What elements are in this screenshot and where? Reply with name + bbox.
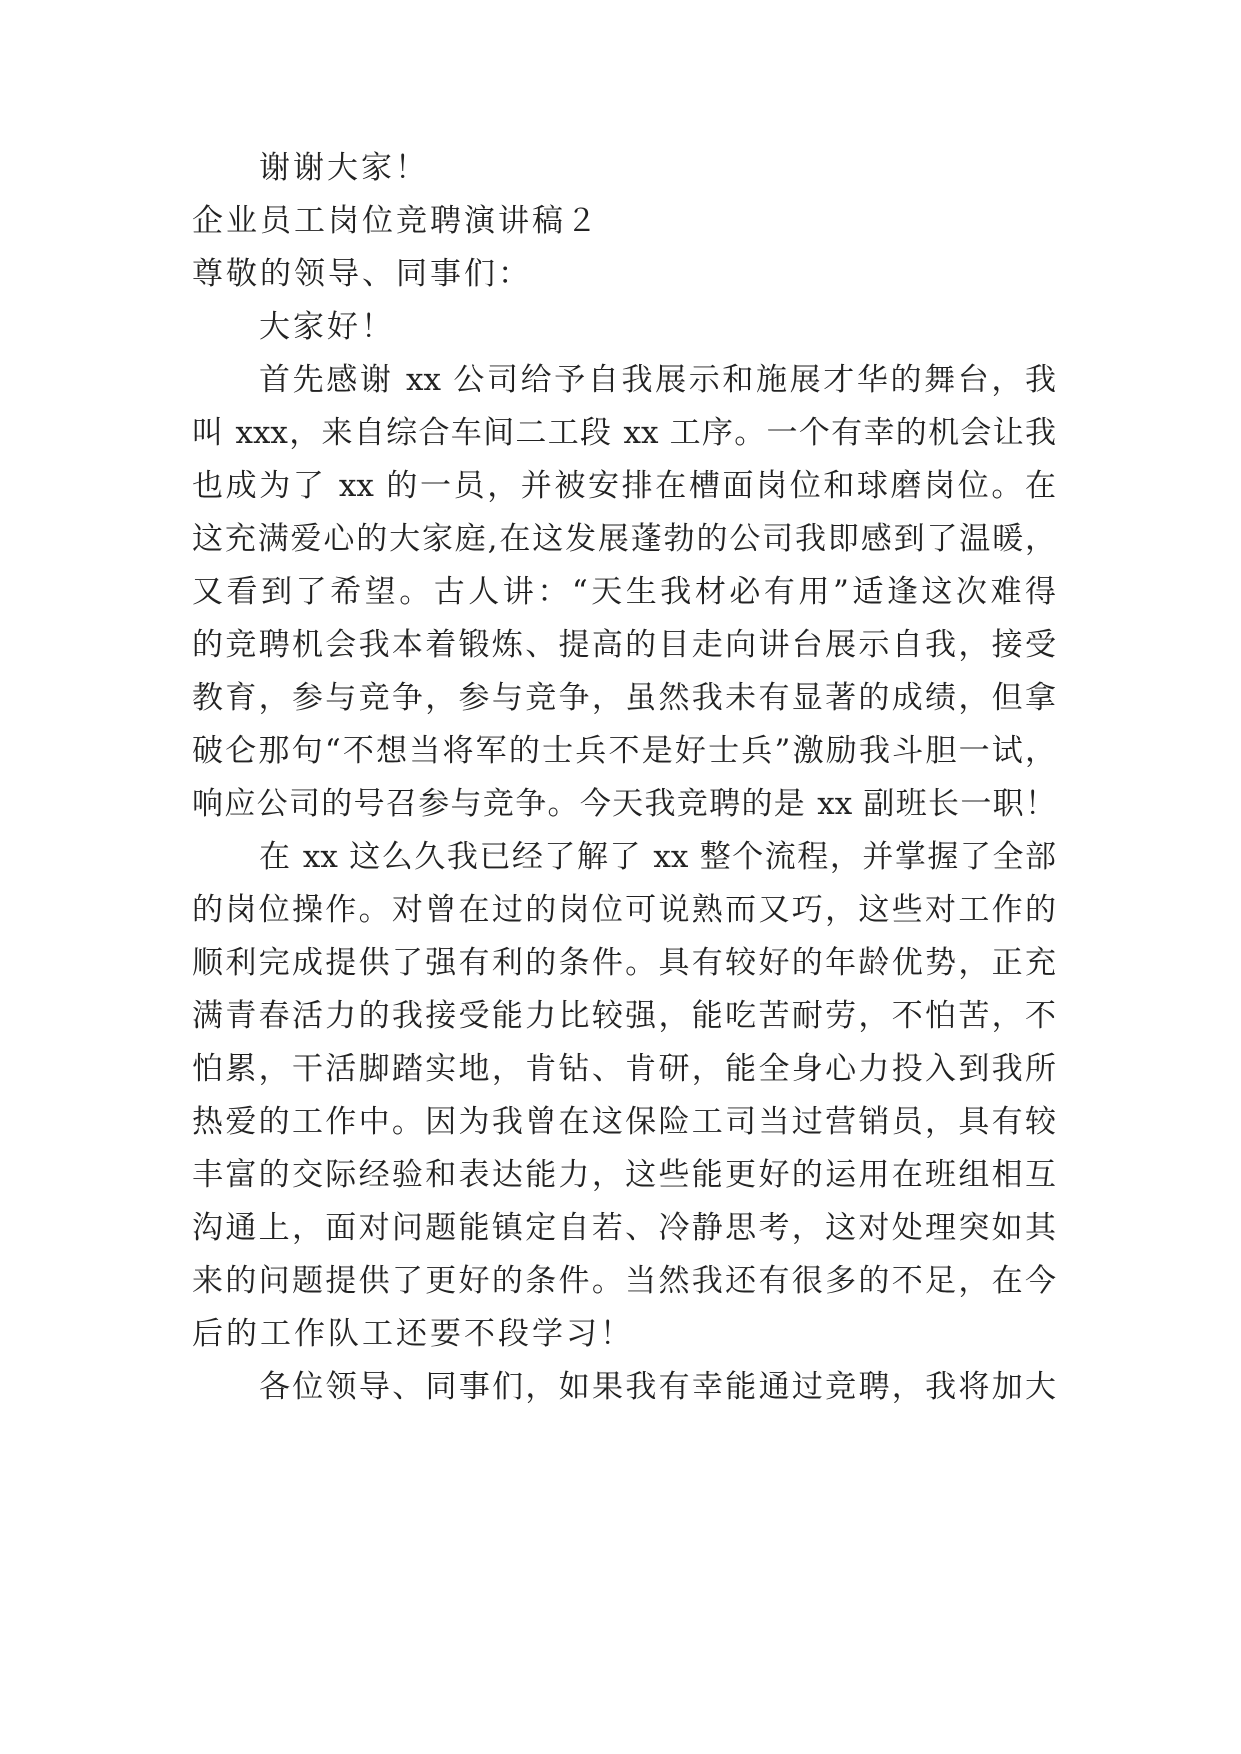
body-line: 后的工作队工还要不段学习！ bbox=[192, 1316, 634, 1352]
closing-line: 谢谢大家！ bbox=[259, 150, 429, 186]
body-line: 满青春活力的我接受能力比较强，能吃苦耐劳，不怕苦，不 bbox=[192, 998, 1056, 1034]
document-heading: 企业员工岗位竞聘演讲稿２ bbox=[192, 203, 600, 239]
body-line: 破仑那句“不想当将军的士兵不是好士兵”激励我斗胆一试， bbox=[192, 733, 1056, 769]
body-line: 首先感谢 xx 公司给予自我展示和施展才华的舞台，我 bbox=[259, 362, 1056, 398]
body-line: 的岗位操作。对曾在过的岗位可说熟而又巧，这些对工作的 bbox=[192, 892, 1056, 928]
body-line: 在 xx 这么久我已经了解了 xx 整个流程，并掌握了全部 bbox=[259, 839, 1056, 875]
body-line: 的竞聘机会我本着锻炼、提高的目走向讲台展示自我，接受 bbox=[192, 627, 1056, 663]
body-line: 来的问题提供了更好的条件。当然我还有很多的不足，在今 bbox=[192, 1263, 1056, 1299]
greeting: 大家好！ bbox=[259, 309, 395, 345]
body-line: 叫 xxx，来自综合车间二工段 xx 工序。一个有幸的机会让我 bbox=[192, 415, 1056, 451]
body-line: 响应公司的号召参与竞争。今天我竞聘的是 xx 副班长一职！ bbox=[192, 786, 1056, 822]
body-line: 顺利完成提供了强有利的条件。具有较好的年龄优势，正充 bbox=[192, 945, 1056, 981]
body-line: 教育，参与竞争，参与竞争，虽然我未有显著的成绩，但拿 bbox=[192, 680, 1056, 716]
body-line: 怕累，干活脚踏实地，肯钻、肯研，能全身心力投入到我所 bbox=[192, 1051, 1056, 1087]
body-line: 这充满爱心的大家庭,在这发展蓬勃的公司我即感到了温暖， bbox=[192, 521, 1056, 557]
body-line: 又看到了希望。古人讲：“天生我材必有用”适逢这次难得 bbox=[192, 574, 1056, 610]
body-line: 热爱的工作中。因为我曾在这保险工司当过营销员，具有较 bbox=[192, 1104, 1056, 1140]
salutation: 尊敬的领导、同事们： bbox=[192, 256, 532, 292]
body-line: 丰富的交际经验和表达能力，这些能更好的运用在班组相互 bbox=[192, 1157, 1056, 1193]
body-line: 也成为了 xx 的一员，并被安排在槽面岗位和球磨岗位。在 bbox=[192, 468, 1056, 504]
body-line: 沟通上，面对问题能镇定自若、冷静思考，这对处理突如其 bbox=[192, 1210, 1056, 1246]
body-line: 各位领导、同事们，如果我有幸能通过竞聘，我将加大 bbox=[259, 1369, 1056, 1405]
